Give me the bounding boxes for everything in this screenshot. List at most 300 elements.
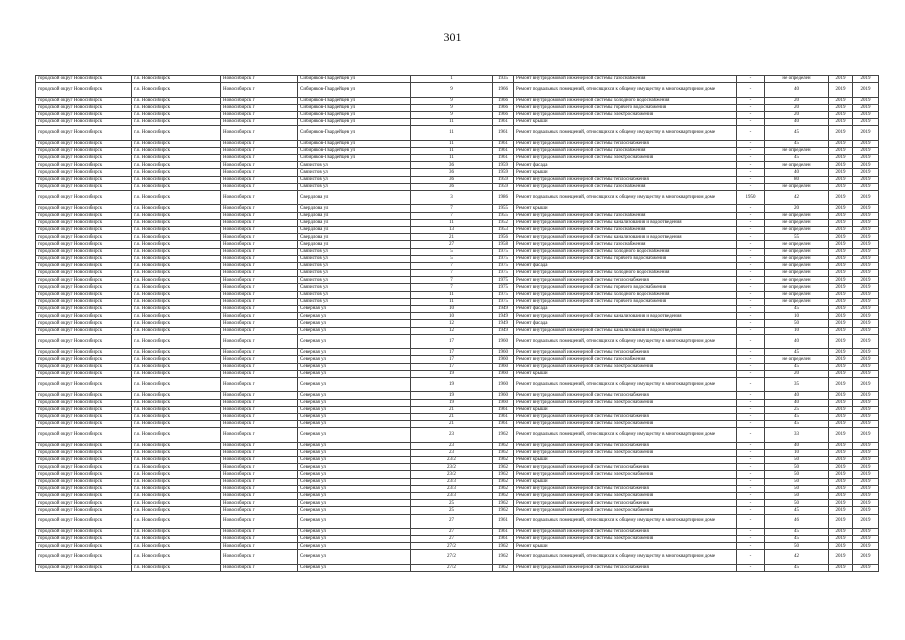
- end-year-cell: 2019: [853, 176, 879, 183]
- city-cell: Новосибирск г: [221, 155, 298, 162]
- end-year-cell: 2019: [853, 442, 879, 449]
- table-row: [36, 262, 879, 269]
- house-cell: 7: [411, 270, 493, 277]
- col9-cell: 40: [765, 334, 829, 348]
- city-cell: Новосибирск г: [221, 543, 298, 550]
- work-type-cell: Ремонт внутридомовой инженерной системы канализования и водоотведения: [514, 234, 737, 241]
- col8-cell: -: [737, 334, 765, 348]
- city-cell: Новосибирск г: [221, 169, 298, 176]
- start-year-cell: 2019: [829, 500, 853, 507]
- col8-cell: -: [737, 528, 765, 535]
- municipality-cell: г.о. Новосибирск: [132, 334, 221, 348]
- col9-cell: не определен: [765, 241, 829, 248]
- table-row: [36, 543, 879, 550]
- street-cell: Связистов ул: [298, 183, 411, 190]
- district-cell: городской округ Новосибирск: [36, 528, 132, 535]
- year-built-cell: 1975: [493, 277, 514, 284]
- col9-cell: не определен: [765, 76, 829, 83]
- work-type-cell: Ремонт крыши: [514, 370, 737, 377]
- district-cell: городской округ Новосибирск: [36, 492, 132, 499]
- col8-cell: -: [737, 421, 765, 428]
- street-cell: Связистов ул: [298, 298, 411, 305]
- city-cell: Новосибирск г: [221, 327, 298, 334]
- end-year-cell: 2019: [853, 162, 879, 169]
- city-cell: Новосибирск г: [221, 313, 298, 320]
- year-built-cell: 1959: [493, 162, 514, 169]
- district-cell: городской округ Новосибирск: [36, 356, 132, 363]
- year-built-cell: 1952: [493, 219, 514, 226]
- col8-cell: -: [737, 464, 765, 471]
- city-cell: Новосибирск г: [221, 119, 298, 126]
- table-row: [36, 392, 879, 399]
- end-year-cell: 2019: [853, 514, 879, 528]
- street-cell: Свердлова ул: [298, 241, 411, 248]
- street-cell: Связистов ул: [298, 248, 411, 255]
- year-built-cell: 1961: [493, 528, 514, 535]
- start-year-cell: 2019: [829, 428, 853, 442]
- table-row: [36, 428, 879, 442]
- table-row: [36, 471, 879, 478]
- district-cell: городской округ Новосибирск: [36, 442, 132, 449]
- city-cell: Новосибирск г: [221, 442, 298, 449]
- city-cell: Новосибирск г: [221, 500, 298, 507]
- year-built-cell: 1961: [493, 514, 514, 528]
- repair-schedule-table: [35, 75, 879, 572]
- table-row: [36, 442, 879, 449]
- col8-cell: -: [737, 413, 765, 420]
- start-year-cell: 2019: [829, 406, 853, 413]
- municipality-cell: г.о. Новосибирск: [132, 485, 221, 492]
- year-built-cell: 1961: [493, 406, 514, 413]
- start-year-cell: 2019: [829, 370, 853, 377]
- col8-cell: -: [737, 363, 765, 370]
- street-cell: Северная ул: [298, 464, 411, 471]
- district-cell: городской округ Новосибирск: [36, 226, 132, 233]
- street-cell: Свердлова ул: [298, 234, 411, 241]
- work-type-cell: Ремонт подвальных помещений, относящихся к общему имуществу в многоквартирном доме: [514, 377, 737, 391]
- col8-cell: -: [737, 457, 765, 464]
- street-cell: Северная ул: [298, 413, 411, 420]
- year-built-cell: 1949: [493, 327, 514, 334]
- end-year-cell: 2019: [853, 478, 879, 485]
- house-cell: 7: [411, 284, 493, 291]
- district-cell: городской округ Новосибирск: [36, 543, 132, 550]
- start-year-cell: 2019: [829, 226, 853, 233]
- house-cell: 7: [411, 262, 493, 269]
- municipality-cell: г.о. Новосибирск: [132, 277, 221, 284]
- year-built-cell: 1962: [493, 449, 514, 456]
- start-year-cell: 2019: [829, 284, 853, 291]
- col9-cell: 25: [765, 406, 829, 413]
- street-cell: Северная ул: [298, 399, 411, 406]
- district-cell: городской округ Новосибирск: [36, 536, 132, 543]
- col9-cell: 10: [765, 449, 829, 456]
- district-cell: городской округ Новосибирск: [36, 457, 132, 464]
- house-cell: 27/2: [411, 550, 493, 564]
- street-cell: Северная ул: [298, 528, 411, 535]
- col8-cell: -: [737, 406, 765, 413]
- col9-cell: 40: [765, 169, 829, 176]
- start-year-cell: 2019: [829, 126, 853, 140]
- work-type-cell: Ремонт подвальных помещений, относящихся к общему имуществу в многоквартирном доме: [514, 428, 737, 442]
- municipality-cell: г.о. Новосибирск: [132, 399, 221, 406]
- year-built-cell: 1986: [493, 191, 514, 205]
- street-cell: Северная ул: [298, 428, 411, 442]
- year-built-cell: 1961: [493, 119, 514, 126]
- col8-cell: -: [737, 212, 765, 219]
- year-built-cell: 1966: [493, 97, 514, 104]
- city-cell: Новосибирск г: [221, 262, 298, 269]
- col9-cell: не определен: [765, 226, 829, 233]
- street-cell: Северная ул: [298, 500, 411, 507]
- work-type-cell: Ремонт крыши: [514, 457, 737, 464]
- city-cell: Новосибирск г: [221, 492, 298, 499]
- house-cell: 27/2: [411, 564, 493, 571]
- end-year-cell: 2019: [853, 550, 879, 564]
- year-built-cell: 1959: [493, 169, 514, 176]
- city-cell: Новосибирск г: [221, 428, 298, 442]
- district-cell: городской округ Новосибирск: [36, 169, 132, 176]
- work-type-cell: Ремонт фасада: [514, 306, 737, 313]
- house-cell: 11: [411, 140, 493, 147]
- work-type-cell: Ремонт внутридомовой инженерной системы теплоснабжения: [514, 485, 737, 492]
- municipality-cell: г.о. Новосибирск: [132, 500, 221, 507]
- start-year-cell: 2019: [829, 334, 853, 348]
- work-type-cell: Ремонт подвальных помещений, относящихся к общему имуществу в многоквартирном доме: [514, 191, 737, 205]
- col8-cell: -: [737, 205, 765, 212]
- end-year-cell: 2019: [853, 406, 879, 413]
- work-type-cell: Ремонт внутридомовой инженерной системы теплоснабжения: [514, 176, 737, 183]
- start-year-cell: 2019: [829, 349, 853, 356]
- city-cell: Новосибирск г: [221, 83, 298, 97]
- end-year-cell: 2019: [853, 205, 879, 212]
- year-built-cell: 1955: [493, 205, 514, 212]
- col9-cell: 50: [765, 457, 829, 464]
- col9-cell: 50: [765, 500, 829, 507]
- start-year-cell: 2019: [829, 550, 853, 564]
- street-cell: Связистов ул: [298, 291, 411, 298]
- start-year-cell: 2019: [829, 169, 853, 176]
- table-row: [36, 370, 879, 377]
- end-year-cell: 2019: [853, 241, 879, 248]
- col9-cell: 20: [765, 97, 829, 104]
- year-built-cell: 1962: [493, 485, 514, 492]
- work-type-cell: Ремонт внутридомовой инженерной системы электроснабжения: [514, 471, 737, 478]
- street-cell: Северная ул: [298, 370, 411, 377]
- year-built-cell: 1962: [493, 428, 514, 442]
- col8-cell: -: [737, 155, 765, 162]
- street-cell: Северная ул: [298, 349, 411, 356]
- district-cell: городской округ Новосибирск: [36, 334, 132, 348]
- street-cell: Сибиряков-Гвардейцев ул: [298, 119, 411, 126]
- table-row: [36, 500, 879, 507]
- street-cell: Северная ул: [298, 363, 411, 370]
- col9-cell: 40: [765, 83, 829, 97]
- house-cell: 9: [411, 97, 493, 104]
- col8-cell: -: [737, 564, 765, 571]
- end-year-cell: 2019: [853, 155, 879, 162]
- col8-cell: -: [737, 536, 765, 543]
- district-cell: городской округ Новосибирск: [36, 485, 132, 492]
- work-type-cell: Ремонт внутридомовой инженерной системы горячего водоснабжения: [514, 255, 737, 262]
- municipality-cell: г.о. Новосибирск: [132, 536, 221, 543]
- city-cell: Новосибирск г: [221, 111, 298, 118]
- table-row: [36, 169, 879, 176]
- city-cell: Новосибирск г: [221, 126, 298, 140]
- col8-cell: -: [737, 104, 765, 111]
- col8-cell: -: [737, 306, 765, 313]
- work-type-cell: Ремонт внутридомовой инженерной системы горячего водоснабжения: [514, 284, 737, 291]
- district-cell: городской округ Новосибирск: [36, 255, 132, 262]
- table-row: [36, 564, 879, 571]
- district-cell: городской округ Новосибирск: [36, 111, 132, 118]
- house-cell: 9: [411, 83, 493, 97]
- table-row: [36, 327, 879, 334]
- district-cell: городской округ Новосибирск: [36, 241, 132, 248]
- district-cell: городской округ Новосибирск: [36, 104, 132, 111]
- city-cell: Новосибирск г: [221, 76, 298, 83]
- end-year-cell: 2019: [853, 147, 879, 154]
- municipality-cell: г.о. Новосибирск: [132, 104, 221, 111]
- year-built-cell: 1975: [493, 298, 514, 305]
- street-cell: Свердлова ул: [298, 212, 411, 219]
- work-type-cell: Ремонт крыши: [514, 478, 737, 485]
- house-cell: 25: [411, 507, 493, 514]
- col8-cell: -: [737, 176, 765, 183]
- work-type-cell: Ремонт внутридомовой инженерной системы теплоснабжения: [514, 392, 737, 399]
- city-cell: Новосибирск г: [221, 370, 298, 377]
- table-row: [36, 514, 879, 528]
- work-type-cell: Ремонт внутридомовой инженерной системы газоснабжения: [514, 226, 737, 233]
- municipality-cell: г.о. Новосибирск: [132, 413, 221, 420]
- district-cell: городской округ Новосибирск: [36, 176, 132, 183]
- start-year-cell: 2019: [829, 97, 853, 104]
- table-row: [36, 104, 879, 111]
- work-type-cell: Ремонт внутридомовой инженерной системы теплоснабжения: [514, 500, 737, 507]
- table-row: [36, 83, 879, 97]
- municipality-cell: г.о. Новосибирск: [132, 356, 221, 363]
- work-type-cell: Ремонт внутридомовой инженерной системы теплоснабжения: [514, 464, 737, 471]
- col8-cell: -: [737, 255, 765, 262]
- district-cell: городской округ Новосибирск: [36, 413, 132, 420]
- year-built-cell: 1956: [493, 234, 514, 241]
- street-cell: Свердлова ул: [298, 219, 411, 226]
- end-year-cell: 2019: [853, 97, 879, 104]
- year-built-cell: 1959: [493, 183, 514, 190]
- end-year-cell: 2019: [853, 464, 879, 471]
- city-cell: Новосибирск г: [221, 536, 298, 543]
- end-year-cell: 2019: [853, 507, 879, 514]
- work-type-cell: Ремонт внутридомовой инженерной системы газоснабжения: [514, 212, 737, 219]
- municipality-cell: г.о. Новосибирск: [132, 457, 221, 464]
- municipality-cell: г.о. Новосибирск: [132, 392, 221, 399]
- work-type-cell: Ремонт внутридомовой инженерной системы холодного водоснабжения: [514, 291, 737, 298]
- house-cell: 11: [411, 155, 493, 162]
- col8-cell: -: [737, 449, 765, 456]
- municipality-cell: г.о. Новосибирск: [132, 176, 221, 183]
- street-cell: Северная ул: [298, 457, 411, 464]
- house-cell: 3: [411, 191, 493, 205]
- col9-cell: 46: [765, 514, 829, 528]
- year-built-cell: 1975: [493, 255, 514, 262]
- col8-cell: -: [737, 126, 765, 140]
- district-cell: городской округ Новосибирск: [36, 421, 132, 428]
- district-cell: городской округ Новосибирск: [36, 147, 132, 154]
- col8-cell: -: [737, 485, 765, 492]
- city-cell: Новосибирск г: [221, 270, 298, 277]
- street-cell: Сибиряков-Гвардейцев ул: [298, 147, 411, 154]
- year-built-cell: 1975: [493, 248, 514, 255]
- start-year-cell: 2019: [829, 212, 853, 219]
- municipality-cell: г.о. Новосибирск: [132, 514, 221, 528]
- year-built-cell: 1958: [493, 241, 514, 248]
- table-row: [36, 399, 879, 406]
- end-year-cell: 2019: [853, 226, 879, 233]
- table-row: [36, 406, 879, 413]
- start-year-cell: 2019: [829, 320, 853, 327]
- city-cell: Новосибирск г: [221, 147, 298, 154]
- city-cell: Новосибирск г: [221, 377, 298, 391]
- street-cell: Сибиряков-Гвардейцев ул: [298, 155, 411, 162]
- table-row: [36, 205, 879, 212]
- year-built-cell: 1975: [493, 291, 514, 298]
- district-cell: городской округ Новосибирск: [36, 205, 132, 212]
- street-cell: Северная ул: [298, 320, 411, 327]
- end-year-cell: 2019: [853, 421, 879, 428]
- work-type-cell: Ремонт внутридомовой инженерной системы электроснабжения: [514, 421, 737, 428]
- street-cell: Северная ул: [298, 421, 411, 428]
- street-cell: Северная ул: [298, 507, 411, 514]
- end-year-cell: 2019: [853, 320, 879, 327]
- col8-cell: -: [737, 241, 765, 248]
- col9-cell: 45: [765, 155, 829, 162]
- start-year-cell: 2019: [829, 543, 853, 550]
- start-year-cell: 2019: [829, 76, 853, 83]
- year-built-cell: 1960: [493, 377, 514, 391]
- district-cell: городской округ Новосибирск: [36, 126, 132, 140]
- col9-cell: 50: [765, 478, 829, 485]
- year-built-cell: 1960: [493, 349, 514, 356]
- start-year-cell: 2019: [829, 536, 853, 543]
- col9-cell: 20: [765, 205, 829, 212]
- city-cell: Новосибирск г: [221, 507, 298, 514]
- table-row: [36, 334, 879, 348]
- municipality-cell: г.о. Новосибирск: [132, 370, 221, 377]
- col8-cell: -: [737, 83, 765, 97]
- work-type-cell: Ремонт фасада: [514, 320, 737, 327]
- table-row: [36, 140, 879, 147]
- city-cell: Новосибирск г: [221, 183, 298, 190]
- col9-cell: 50: [765, 471, 829, 478]
- district-cell: городской округ Новосибирск: [36, 471, 132, 478]
- start-year-cell: 2019: [829, 471, 853, 478]
- house-cell: 19: [411, 399, 493, 406]
- district-cell: городской округ Новосибирск: [36, 306, 132, 313]
- work-type-cell: Ремонт внутридомовой инженерной системы холодного водоснабжения: [514, 97, 737, 104]
- col8-cell: -: [737, 183, 765, 190]
- table-row: [36, 356, 879, 363]
- street-cell: Северная ул: [298, 485, 411, 492]
- start-year-cell: 2019: [829, 399, 853, 406]
- year-built-cell: 1961: [493, 126, 514, 140]
- house-cell: 5: [411, 248, 493, 255]
- end-year-cell: 2019: [853, 370, 879, 377]
- table-row: [36, 119, 879, 126]
- work-type-cell: Ремонт подвальных помещений, относящихся к общему имуществу в многоквартирном доме: [514, 514, 737, 528]
- col9-cell: 45: [765, 363, 829, 370]
- municipality-cell: г.о. Новосибирск: [132, 306, 221, 313]
- col9-cell: 45: [765, 507, 829, 514]
- start-year-cell: 2019: [829, 306, 853, 313]
- work-type-cell: Ремонт внутридомовой инженерной системы электроснабжения: [514, 536, 737, 543]
- city-cell: Новосибирск г: [221, 334, 298, 348]
- col8-cell: -: [737, 377, 765, 391]
- table-row: [36, 234, 879, 241]
- table-row: [36, 536, 879, 543]
- end-year-cell: 2019: [853, 377, 879, 391]
- table-row: [36, 306, 879, 313]
- house-cell: 7: [411, 205, 493, 212]
- year-built-cell: 1975: [493, 262, 514, 269]
- street-cell: Северная ул: [298, 442, 411, 449]
- end-year-cell: 2019: [853, 528, 879, 535]
- end-year-cell: 2019: [853, 485, 879, 492]
- district-cell: городской округ Новосибирск: [36, 363, 132, 370]
- work-type-cell: Ремонт фасада: [514, 162, 737, 169]
- start-year-cell: 2019: [829, 514, 853, 528]
- work-type-cell: Ремонт внутридомовой инженерной системы электроснабжения: [514, 449, 737, 456]
- col8-cell: 1950: [737, 191, 765, 205]
- start-year-cell: 2019: [829, 298, 853, 305]
- start-year-cell: 2019: [829, 219, 853, 226]
- municipality-cell: г.о. Новосибирск: [132, 119, 221, 126]
- municipality-cell: г.о. Новосибирск: [132, 421, 221, 428]
- year-built-cell: 1962: [493, 564, 514, 571]
- end-year-cell: 2019: [853, 306, 879, 313]
- house-cell: 27: [411, 514, 493, 528]
- municipality-cell: г.о. Новосибирск: [132, 270, 221, 277]
- col9-cell: не определен: [765, 277, 829, 284]
- work-type-cell: Ремонт внутридомовой инженерной системы электроснабжения: [514, 507, 737, 514]
- year-built-cell: 1949: [493, 320, 514, 327]
- work-type-cell: Ремонт внутридомовой инженерной системы газоснабжения: [514, 147, 737, 154]
- table-row: [36, 126, 879, 140]
- work-type-cell: Ремонт внутридомовой инженерной системы газоснабжения: [514, 241, 737, 248]
- year-built-cell: 1935: [493, 76, 514, 83]
- col8-cell: -: [737, 169, 765, 176]
- district-cell: городской округ Новосибирск: [36, 327, 132, 334]
- end-year-cell: 2019: [853, 291, 879, 298]
- work-type-cell: Ремонт внутридомовой инженерной системы теплоснабжения: [514, 564, 737, 571]
- house-cell: 23/2: [411, 457, 493, 464]
- municipality-cell: г.о. Новосибирск: [132, 76, 221, 83]
- city-cell: Новосибирск г: [221, 284, 298, 291]
- col8-cell: -: [737, 392, 765, 399]
- district-cell: городской округ Новосибирск: [36, 97, 132, 104]
- street-cell: Связистов ул: [298, 176, 411, 183]
- col9-cell: 50: [765, 464, 829, 471]
- house-cell: 12: [411, 320, 493, 327]
- start-year-cell: 2019: [829, 421, 853, 428]
- work-type-cell: Ремонт внутридомовой инженерной системы теплоснабжения: [514, 140, 737, 147]
- house-cell: 27: [411, 536, 493, 543]
- city-cell: Новосибирск г: [221, 97, 298, 104]
- municipality-cell: г.о. Новосибирск: [132, 478, 221, 485]
- end-year-cell: 2019: [853, 363, 879, 370]
- start-year-cell: 2019: [829, 119, 853, 126]
- col9-cell: 45: [765, 140, 829, 147]
- col9-cell: 45: [765, 536, 829, 543]
